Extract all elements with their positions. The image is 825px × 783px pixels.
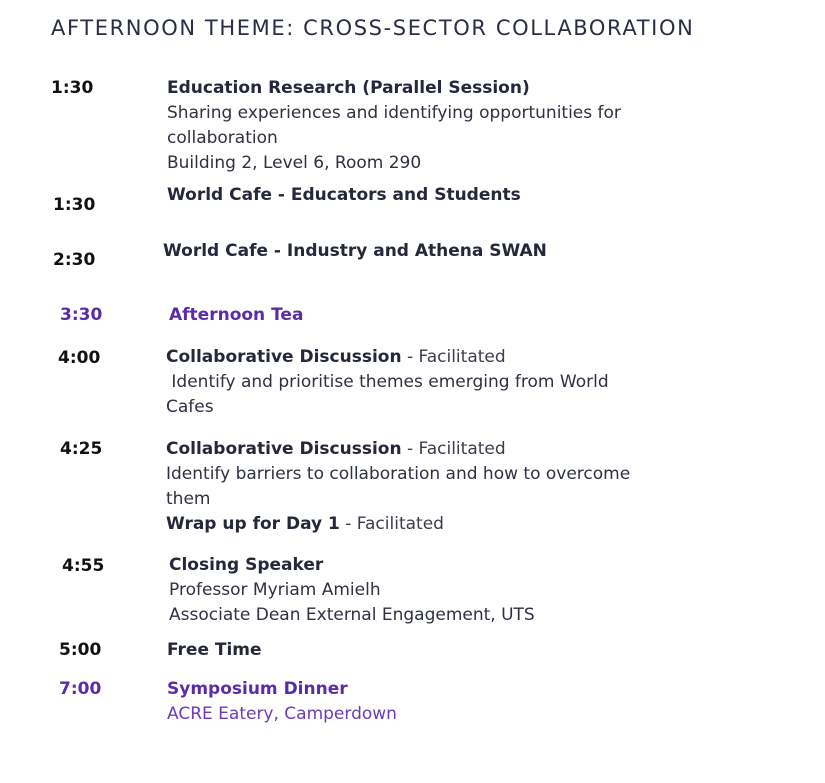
item-note: - Facilitated bbox=[401, 347, 506, 367]
item-title: Collaborative Discussion bbox=[166, 347, 402, 367]
item-extra-note: - Facilitated bbox=[339, 514, 444, 534]
item-world-cafe-industry bbox=[163, 239, 547, 264]
item-afternoon-tea bbox=[169, 303, 303, 328]
time-4-00: 4:00 bbox=[58, 348, 101, 368]
item-title: World Cafe - Industry and Athena SWAN bbox=[163, 241, 547, 261]
page-heading: AFTERNOON THEME: CROSS-SECTOR COLLABORATION bbox=[51, 16, 695, 40]
item-title: Collaborative Discussion bbox=[166, 439, 402, 459]
item-line: Associate Dean External Engagement, UTS bbox=[169, 605, 535, 625]
item-line: Professor Myriam Amielh bbox=[169, 580, 381, 600]
item-title: Symposium Dinner bbox=[167, 679, 348, 699]
item-line: Building 2, Level 6, Room 290 bbox=[167, 153, 422, 173]
item-collab-discussion-2 bbox=[166, 437, 630, 537]
item-note: - Facilitated bbox=[401, 439, 506, 459]
time-1-30-research: 1:30 bbox=[51, 78, 94, 98]
time-3-30: 3:30 bbox=[60, 305, 103, 325]
time-7-00: 7:00 bbox=[59, 679, 102, 699]
item-collab-discussion-1 bbox=[166, 345, 609, 420]
item-title: World Cafe - Educators and Students bbox=[167, 185, 521, 205]
item-line: Identify and prioritise themes emerging from World bbox=[166, 372, 609, 392]
time-4-25: 4:25 bbox=[60, 439, 103, 459]
item-line: collaboration bbox=[167, 128, 278, 148]
item-title: Afternoon Tea bbox=[169, 305, 304, 325]
item-line: Identify barriers to collaboration and how to overcome bbox=[166, 464, 631, 484]
item-symposium-dinner bbox=[167, 677, 397, 727]
time-5-00: 5:00 bbox=[59, 640, 102, 660]
item-education-research bbox=[167, 76, 621, 176]
item-line: Cafes bbox=[166, 397, 214, 417]
item-title: Free Time bbox=[167, 640, 262, 660]
item-line: them bbox=[166, 489, 211, 509]
item-world-cafe-educators bbox=[167, 183, 521, 208]
item-line: ACRE Eatery, Camperdown bbox=[167, 704, 397, 724]
item-title: Education Research (Parallel Session) bbox=[167, 78, 530, 98]
item-free-time bbox=[167, 638, 262, 663]
time-1-30-cafe: 1:30 bbox=[53, 195, 96, 215]
time-4-55: 4:55 bbox=[62, 556, 105, 576]
item-closing-speaker bbox=[169, 553, 535, 628]
item-title: Closing Speaker bbox=[169, 555, 324, 575]
time-2-30: 2:30 bbox=[53, 250, 96, 270]
item-extra-title: Wrap up for Day 1 bbox=[166, 514, 340, 534]
item-line: Sharing experiences and identifying opportunities for bbox=[167, 103, 621, 123]
